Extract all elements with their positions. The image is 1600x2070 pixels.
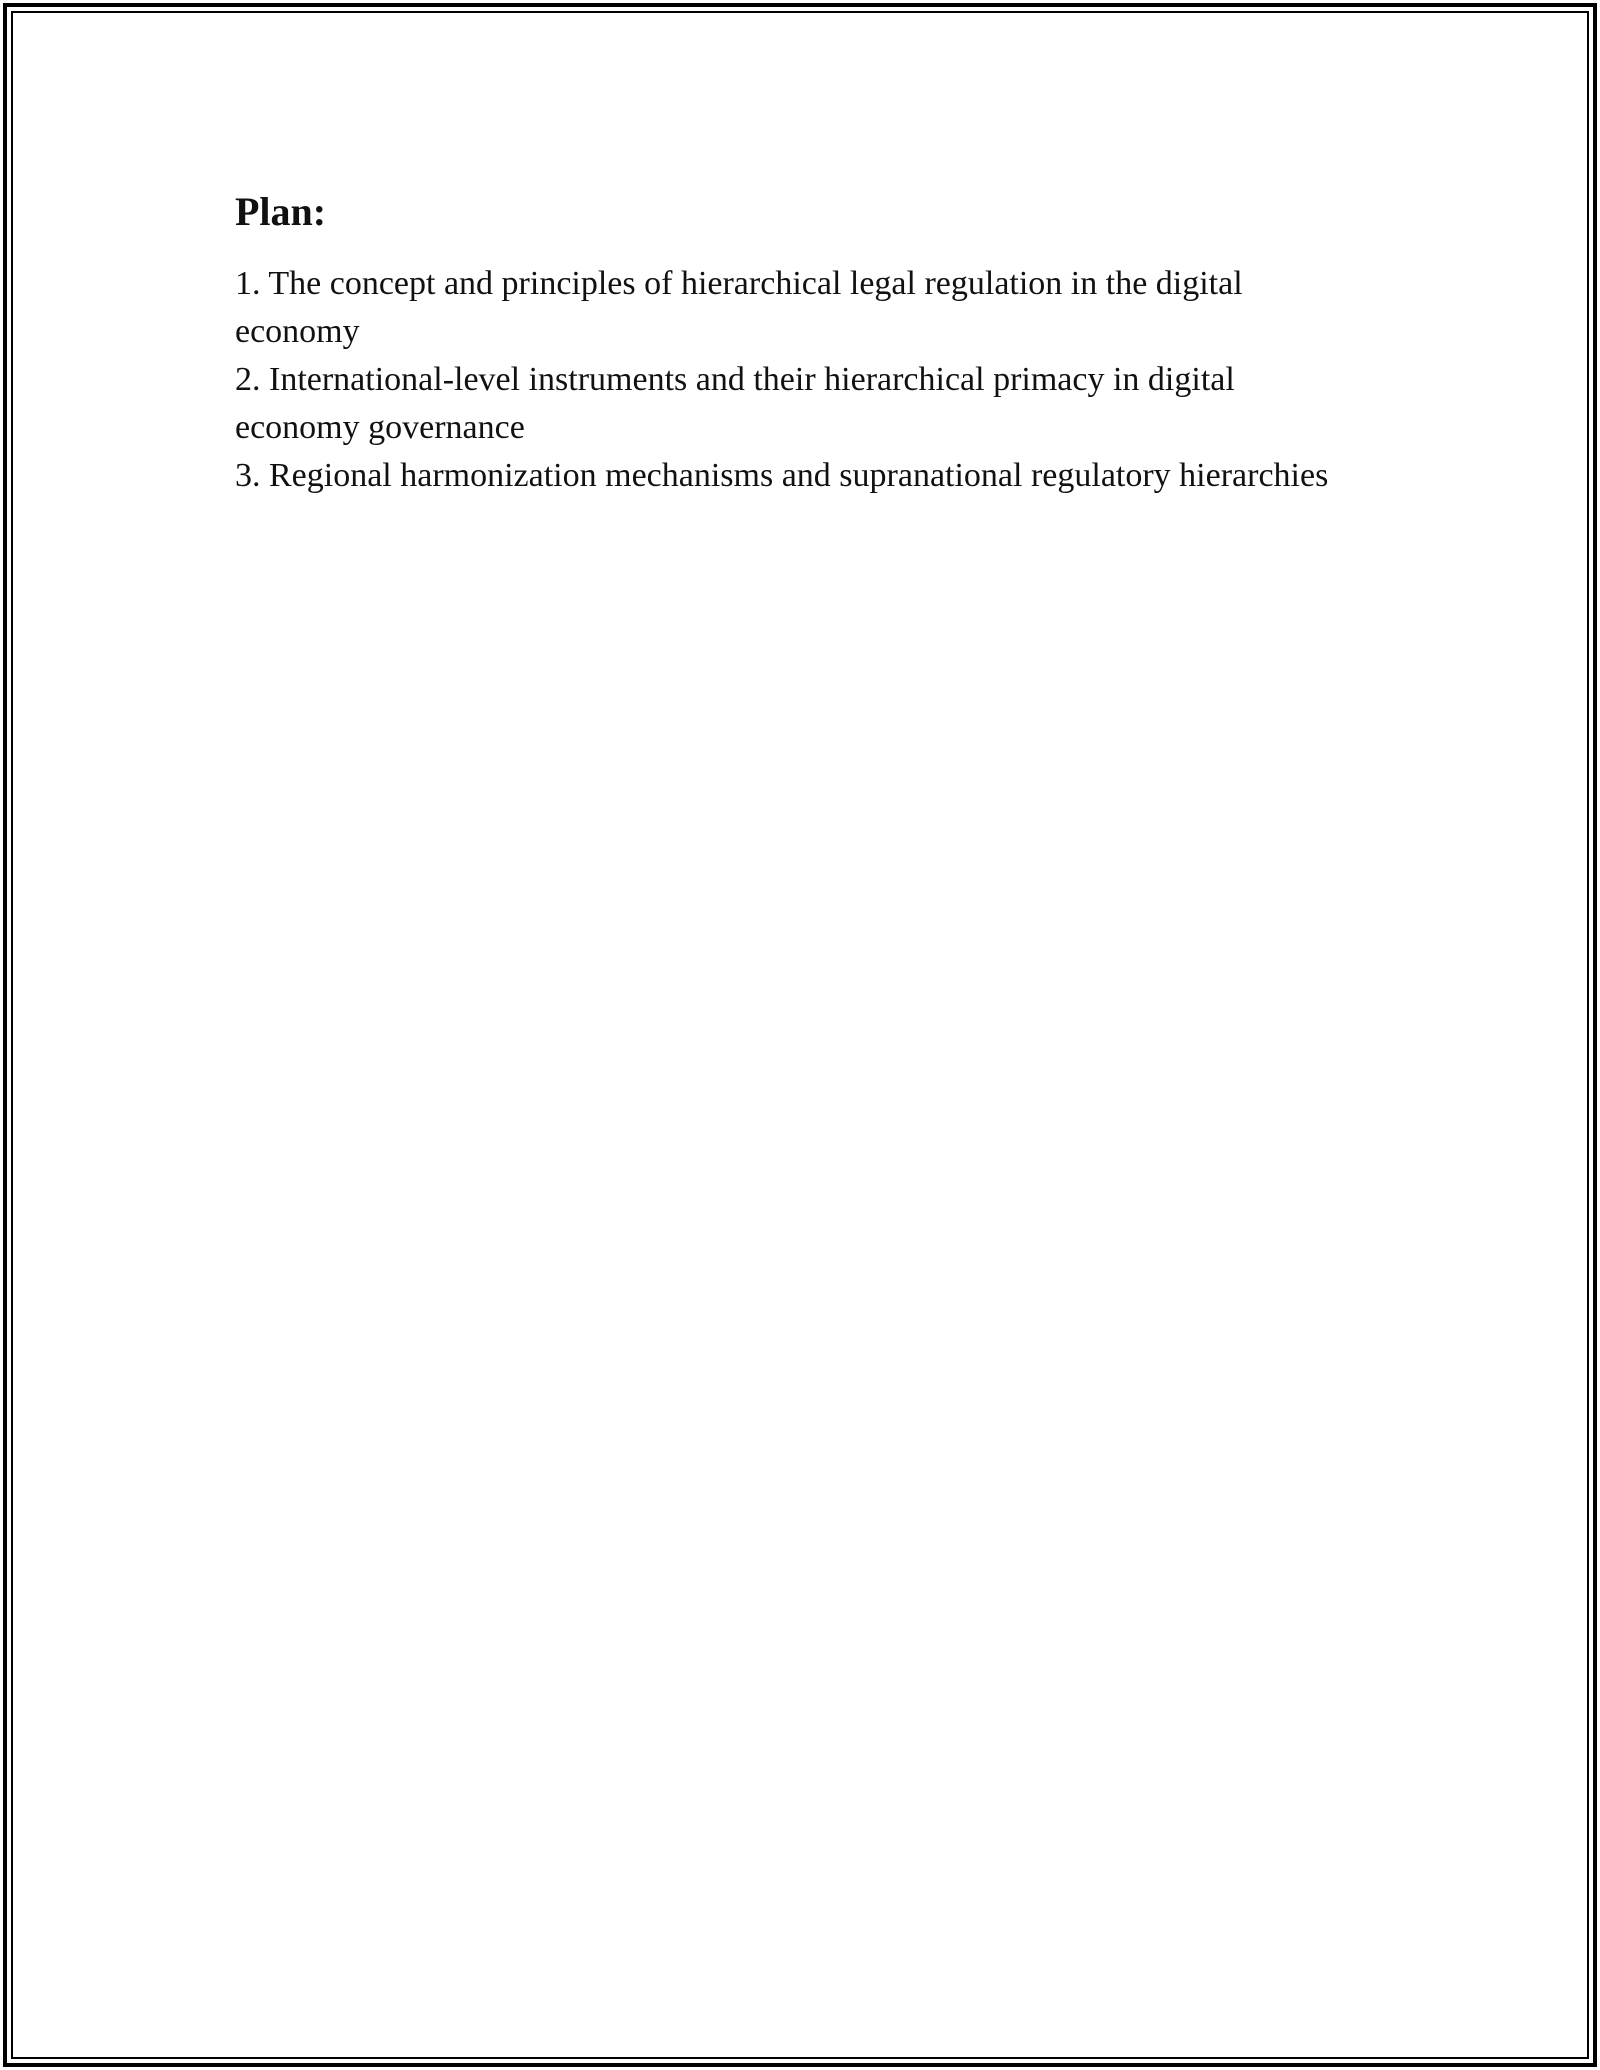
plan-item-2: 2. International-level instruments and their hierarchical primacy in digital economy governance: [235, 361, 1235, 446]
plan-item-3: 3. Regional harmonization mechanisms and supranational regulatory hierarchies: [235, 457, 1329, 494]
plan-list: [235, 260, 1365, 500]
page-title: Plan:: [235, 189, 327, 234]
document-content: [235, 186, 1365, 500]
plan-item-1: 1. The concept and principles of hierarchical legal regulation in the digital economy: [235, 265, 1243, 350]
